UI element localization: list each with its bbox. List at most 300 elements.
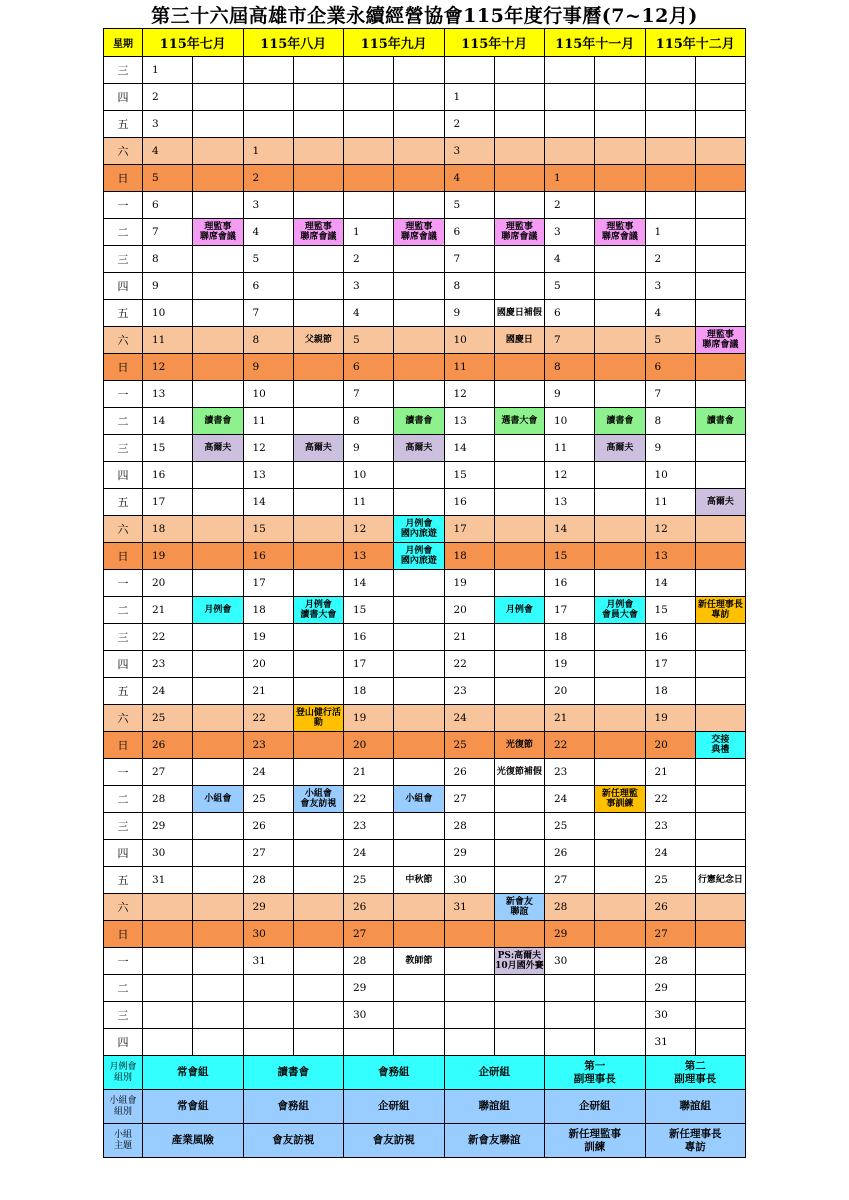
- calendar-row: [104, 354, 746, 381]
- date-cell: [143, 948, 193, 975]
- event-cell: [394, 246, 444, 273]
- date-cell: 24: [645, 840, 695, 867]
- footer-value: 常會組: [143, 1090, 244, 1124]
- weekday-cell: 二: [104, 408, 143, 435]
- date-cell: 15: [444, 462, 494, 489]
- event-cell: [193, 570, 243, 597]
- event-cell: [193, 381, 243, 408]
- event-cell: [193, 651, 243, 678]
- event-cell: [394, 381, 444, 408]
- date-cell: 2: [645, 246, 695, 273]
- date-cell: 21: [545, 705, 595, 732]
- date-cell: [545, 84, 595, 111]
- date-cell: [344, 192, 394, 219]
- date-cell: [344, 1029, 394, 1056]
- event-cell: 國慶日補假: [494, 300, 544, 327]
- date-cell: 11: [243, 408, 293, 435]
- date-cell: 14: [545, 516, 595, 543]
- event-cell: [595, 570, 645, 597]
- date-cell: 18: [645, 678, 695, 705]
- event-cell: [695, 381, 745, 408]
- event-cell: [494, 516, 544, 543]
- event-cell: [595, 300, 645, 327]
- event-cell: 理監事 聯席會議: [695, 327, 745, 354]
- date-cell: [545, 57, 595, 84]
- footer-value: 新任理監事 訓練: [545, 1124, 646, 1158]
- date-cell: 12: [344, 516, 394, 543]
- date-cell: 29: [143, 813, 193, 840]
- date-cell: 4: [143, 138, 193, 165]
- date-cell: 11: [545, 435, 595, 462]
- event-cell: [595, 705, 645, 732]
- weekday-cell: 四: [104, 462, 143, 489]
- event-cell: 新任理事長 專訪: [695, 597, 745, 624]
- event-cell: [193, 489, 243, 516]
- calendar-row: [104, 300, 746, 327]
- weekday-cell: 一: [104, 570, 143, 597]
- date-cell: 15: [545, 543, 595, 570]
- weekday-cell: 日: [104, 354, 143, 381]
- date-cell: 10: [143, 300, 193, 327]
- date-cell: 19: [645, 705, 695, 732]
- calendar-row: [104, 219, 746, 246]
- page-title: 第三十六屆高雄市企業永續經營協會115年度行事曆(7~12月): [151, 5, 698, 27]
- date-cell: 19: [444, 570, 494, 597]
- event-cell: [394, 57, 444, 84]
- date-cell: 4: [645, 300, 695, 327]
- event-cell: [595, 948, 645, 975]
- date-cell: 6: [444, 219, 494, 246]
- date-cell: 30: [143, 840, 193, 867]
- event-cell: [293, 138, 343, 165]
- event-cell: 月例會: [494, 597, 544, 624]
- weekday-header: 星期: [104, 29, 143, 57]
- date-cell: [444, 57, 494, 84]
- date-cell: 29: [444, 840, 494, 867]
- date-cell: 13: [243, 462, 293, 489]
- date-cell: 21: [143, 597, 193, 624]
- date-cell: 20: [243, 651, 293, 678]
- calendar-row: [104, 543, 746, 570]
- date-cell: 23: [444, 678, 494, 705]
- event-cell: [293, 408, 343, 435]
- date-cell: [645, 192, 695, 219]
- event-cell: [595, 192, 645, 219]
- calendar-row: [104, 759, 746, 786]
- event-cell: 讀書會: [193, 408, 243, 435]
- date-cell: 9: [243, 354, 293, 381]
- date-cell: [143, 1002, 193, 1029]
- event-cell: [595, 138, 645, 165]
- calendar-row: [104, 975, 746, 1002]
- event-cell: 新會友 聯誼: [494, 894, 544, 921]
- event-cell: [695, 921, 745, 948]
- date-cell: 7: [243, 300, 293, 327]
- event-cell: [293, 813, 343, 840]
- date-cell: 7: [645, 381, 695, 408]
- date-cell: 3: [243, 192, 293, 219]
- date-cell: 7: [143, 219, 193, 246]
- event-cell: [293, 975, 343, 1002]
- date-cell: 5: [143, 165, 193, 192]
- event-cell: [293, 462, 343, 489]
- date-cell: 16: [545, 570, 595, 597]
- event-cell: [293, 381, 343, 408]
- date-cell: 12: [143, 354, 193, 381]
- date-cell: 4: [545, 246, 595, 273]
- date-cell: 13: [444, 408, 494, 435]
- calendar-row: [104, 948, 746, 975]
- event-cell: [494, 435, 544, 462]
- calendar-row: [104, 732, 746, 759]
- event-cell: [293, 948, 343, 975]
- date-cell: 26: [243, 813, 293, 840]
- calendar-row: [104, 84, 746, 111]
- event-cell: [595, 57, 645, 84]
- event-cell: [595, 354, 645, 381]
- date-cell: 3: [545, 219, 595, 246]
- event-cell: [193, 894, 243, 921]
- month-header-sep: 115年九月: [344, 29, 445, 57]
- calendar-table: [103, 28, 746, 1158]
- date-cell: 19: [344, 705, 394, 732]
- date-cell: 28: [243, 867, 293, 894]
- event-cell: [595, 624, 645, 651]
- event-cell: [293, 516, 343, 543]
- date-cell: 20: [444, 597, 494, 624]
- calendar-row: [104, 57, 746, 84]
- date-cell: 26: [444, 759, 494, 786]
- weekday-cell: 六: [104, 327, 143, 354]
- event-cell: [494, 840, 544, 867]
- date-cell: 30: [243, 921, 293, 948]
- date-cell: 31: [444, 894, 494, 921]
- date-cell: 30: [344, 1002, 394, 1029]
- date-cell: 24: [243, 759, 293, 786]
- event-cell: [293, 759, 343, 786]
- date-cell: 23: [243, 732, 293, 759]
- event-cell: 小組會: [193, 786, 243, 813]
- event-cell: 國慶日: [494, 327, 544, 354]
- date-cell: 2: [143, 84, 193, 111]
- footer-value: 第二 副理事長: [645, 1056, 746, 1090]
- event-cell: [293, 678, 343, 705]
- calendar-row: [104, 408, 746, 435]
- date-cell: 28: [143, 786, 193, 813]
- event-cell: [695, 84, 745, 111]
- date-cell: 28: [645, 948, 695, 975]
- calendar-row: [104, 678, 746, 705]
- date-cell: 14: [143, 408, 193, 435]
- event-cell: [494, 786, 544, 813]
- date-cell: 17: [143, 489, 193, 516]
- event-cell: [293, 921, 343, 948]
- event-cell: [193, 732, 243, 759]
- date-cell: 16: [444, 489, 494, 516]
- date-cell: [344, 165, 394, 192]
- event-cell: 高爾夫: [394, 435, 444, 462]
- event-cell: [494, 1002, 544, 1029]
- date-cell: 20: [545, 678, 595, 705]
- date-cell: 4: [444, 165, 494, 192]
- event-cell: [595, 732, 645, 759]
- event-cell: [394, 813, 444, 840]
- weekday-cell: 四: [104, 651, 143, 678]
- date-cell: [143, 975, 193, 1002]
- date-cell: 20: [344, 732, 394, 759]
- calendar-row: [104, 624, 746, 651]
- event-cell: [695, 1029, 745, 1056]
- calendar-row: [104, 381, 746, 408]
- event-cell: [193, 516, 243, 543]
- event-cell: [293, 354, 343, 381]
- date-cell: 14: [344, 570, 394, 597]
- date-cell: [645, 138, 695, 165]
- event-cell: [193, 678, 243, 705]
- date-cell: 24: [143, 678, 193, 705]
- weekday-cell: 六: [104, 705, 143, 732]
- date-cell: 15: [243, 516, 293, 543]
- event-cell: [193, 246, 243, 273]
- footer-label: 月例會 組別: [104, 1056, 143, 1090]
- event-cell: [193, 1002, 243, 1029]
- weekday-cell: 三: [104, 246, 143, 273]
- date-cell: 17: [645, 651, 695, 678]
- calendar-row: [104, 786, 746, 813]
- event-cell: [595, 759, 645, 786]
- event-cell: [293, 840, 343, 867]
- date-cell: 26: [143, 732, 193, 759]
- date-cell: 6: [143, 192, 193, 219]
- event-cell: 選書大會: [494, 408, 544, 435]
- event-cell: [595, 84, 645, 111]
- event-cell: [394, 1029, 444, 1056]
- event-cell: [293, 57, 343, 84]
- date-cell: 8: [444, 273, 494, 300]
- date-cell: 10: [444, 327, 494, 354]
- event-cell: [394, 894, 444, 921]
- event-cell: [193, 543, 243, 570]
- weekday-cell: 一: [104, 192, 143, 219]
- date-cell: 25: [344, 867, 394, 894]
- date-cell: 25: [545, 813, 595, 840]
- date-cell: 16: [143, 462, 193, 489]
- date-cell: 27: [243, 840, 293, 867]
- event-cell: [394, 300, 444, 327]
- date-cell: 30: [545, 948, 595, 975]
- date-cell: 26: [545, 840, 595, 867]
- footer-label: 小組會 組別: [104, 1090, 143, 1124]
- event-cell: [193, 705, 243, 732]
- date-cell: 31: [143, 867, 193, 894]
- date-cell: 17: [545, 597, 595, 624]
- calendar-row: [104, 138, 746, 165]
- event-cell: 理監事 聯席會議: [193, 219, 243, 246]
- event-cell: [695, 516, 745, 543]
- date-cell: [545, 975, 595, 1002]
- date-cell: 15: [344, 597, 394, 624]
- date-cell: 22: [143, 624, 193, 651]
- event-cell: [494, 543, 544, 570]
- calendar-row: [104, 273, 746, 300]
- event-cell: 小組會: [394, 786, 444, 813]
- weekday-cell: 四: [104, 1029, 143, 1056]
- event-cell: [193, 948, 243, 975]
- date-cell: 12: [645, 516, 695, 543]
- date-cell: [444, 921, 494, 948]
- event-cell: [695, 759, 745, 786]
- footer-value: 讀書會: [243, 1056, 344, 1090]
- event-cell: [293, 543, 343, 570]
- calendar-row: [104, 570, 746, 597]
- weekday-cell: 三: [104, 435, 143, 462]
- date-cell: [143, 1029, 193, 1056]
- event-cell: [494, 381, 544, 408]
- date-cell: 13: [143, 381, 193, 408]
- date-cell: 5: [444, 192, 494, 219]
- event-cell: [695, 543, 745, 570]
- date-cell: 9: [444, 300, 494, 327]
- event-cell: [494, 246, 544, 273]
- date-cell: 30: [444, 867, 494, 894]
- date-cell: 1: [243, 138, 293, 165]
- event-cell: [394, 165, 444, 192]
- calendar-row: [104, 813, 746, 840]
- date-cell: [545, 1002, 595, 1029]
- date-cell: 23: [645, 813, 695, 840]
- event-cell: [695, 165, 745, 192]
- date-cell: 25: [143, 705, 193, 732]
- date-cell: 31: [645, 1029, 695, 1056]
- calendar-row: [104, 165, 746, 192]
- event-cell: [494, 624, 544, 651]
- event-cell: [695, 435, 745, 462]
- calendar-row: [104, 111, 746, 138]
- event-cell: 高爾夫: [595, 435, 645, 462]
- date-cell: 13: [645, 543, 695, 570]
- date-cell: 25: [645, 867, 695, 894]
- date-cell: 17: [444, 516, 494, 543]
- date-cell: [545, 111, 595, 138]
- date-cell: 27: [545, 867, 595, 894]
- weekday-cell: 三: [104, 813, 143, 840]
- date-cell: 8: [243, 327, 293, 354]
- event-cell: [695, 462, 745, 489]
- event-cell: [293, 111, 343, 138]
- event-cell: 理監事 聯席會議: [394, 219, 444, 246]
- event-cell: [595, 111, 645, 138]
- event-cell: [293, 732, 343, 759]
- date-cell: [143, 894, 193, 921]
- calendar-row: [104, 516, 746, 543]
- date-cell: 21: [444, 624, 494, 651]
- calendar-row: [104, 192, 746, 219]
- event-cell: [695, 300, 745, 327]
- date-cell: [344, 84, 394, 111]
- event-cell: [494, 975, 544, 1002]
- weekday-cell: 二: [104, 975, 143, 1002]
- calendar-row: [104, 597, 746, 624]
- event-cell: [595, 516, 645, 543]
- event-cell: [193, 867, 243, 894]
- date-cell: 7: [344, 381, 394, 408]
- date-cell: 21: [243, 678, 293, 705]
- event-cell: [394, 489, 444, 516]
- event-cell: 理監事 聯席會議: [293, 219, 343, 246]
- date-cell: 19: [243, 624, 293, 651]
- date-cell: 12: [444, 381, 494, 408]
- weekday-cell: 六: [104, 516, 143, 543]
- event-cell: 中秋節: [394, 867, 444, 894]
- event-cell: 高爾夫: [695, 489, 745, 516]
- weekday-cell: 六: [104, 894, 143, 921]
- date-cell: [143, 921, 193, 948]
- event-cell: [595, 813, 645, 840]
- date-cell: [344, 57, 394, 84]
- event-cell: [293, 1002, 343, 1029]
- event-cell: [494, 705, 544, 732]
- event-cell: [293, 246, 343, 273]
- weekday-cell: 一: [104, 381, 143, 408]
- date-cell: [444, 1002, 494, 1029]
- event-cell: [394, 975, 444, 1002]
- date-cell: 11: [344, 489, 394, 516]
- event-cell: [595, 840, 645, 867]
- event-cell: [595, 489, 645, 516]
- date-cell: 10: [344, 462, 394, 489]
- date-cell: 31: [243, 948, 293, 975]
- event-cell: [595, 327, 645, 354]
- event-cell: [293, 570, 343, 597]
- event-cell: [394, 759, 444, 786]
- event-cell: [293, 624, 343, 651]
- date-cell: 1: [444, 84, 494, 111]
- weekday-cell: 六: [104, 138, 143, 165]
- event-cell: 高爾夫: [193, 435, 243, 462]
- calendar-row: [104, 867, 746, 894]
- date-cell: [243, 57, 293, 84]
- event-cell: [193, 840, 243, 867]
- event-cell: 月例會 會員大會: [595, 597, 645, 624]
- event-cell: [695, 975, 745, 1002]
- event-cell: [193, 921, 243, 948]
- event-cell: [595, 462, 645, 489]
- date-cell: [344, 138, 394, 165]
- event-cell: [695, 705, 745, 732]
- event-cell: [494, 462, 544, 489]
- event-cell: [293, 165, 343, 192]
- event-cell: [193, 57, 243, 84]
- event-cell: [193, 192, 243, 219]
- event-cell: 月例會: [193, 597, 243, 624]
- footer-value: 產業風險: [143, 1124, 244, 1158]
- event-cell: 讀書會: [695, 408, 745, 435]
- footer-value: 常會組: [143, 1056, 244, 1090]
- date-cell: 6: [645, 354, 695, 381]
- event-cell: 登山健行活動: [293, 705, 343, 732]
- event-cell: [394, 570, 444, 597]
- date-cell: 11: [444, 354, 494, 381]
- event-cell: 月例會 國內旅遊: [394, 516, 444, 543]
- date-cell: 21: [645, 759, 695, 786]
- weekday-cell: 四: [104, 840, 143, 867]
- event-cell: [193, 273, 243, 300]
- date-cell: 3: [143, 111, 193, 138]
- weekday-cell: 三: [104, 57, 143, 84]
- date-cell: [243, 1002, 293, 1029]
- weekday-cell: 二: [104, 786, 143, 813]
- date-cell: 18: [444, 543, 494, 570]
